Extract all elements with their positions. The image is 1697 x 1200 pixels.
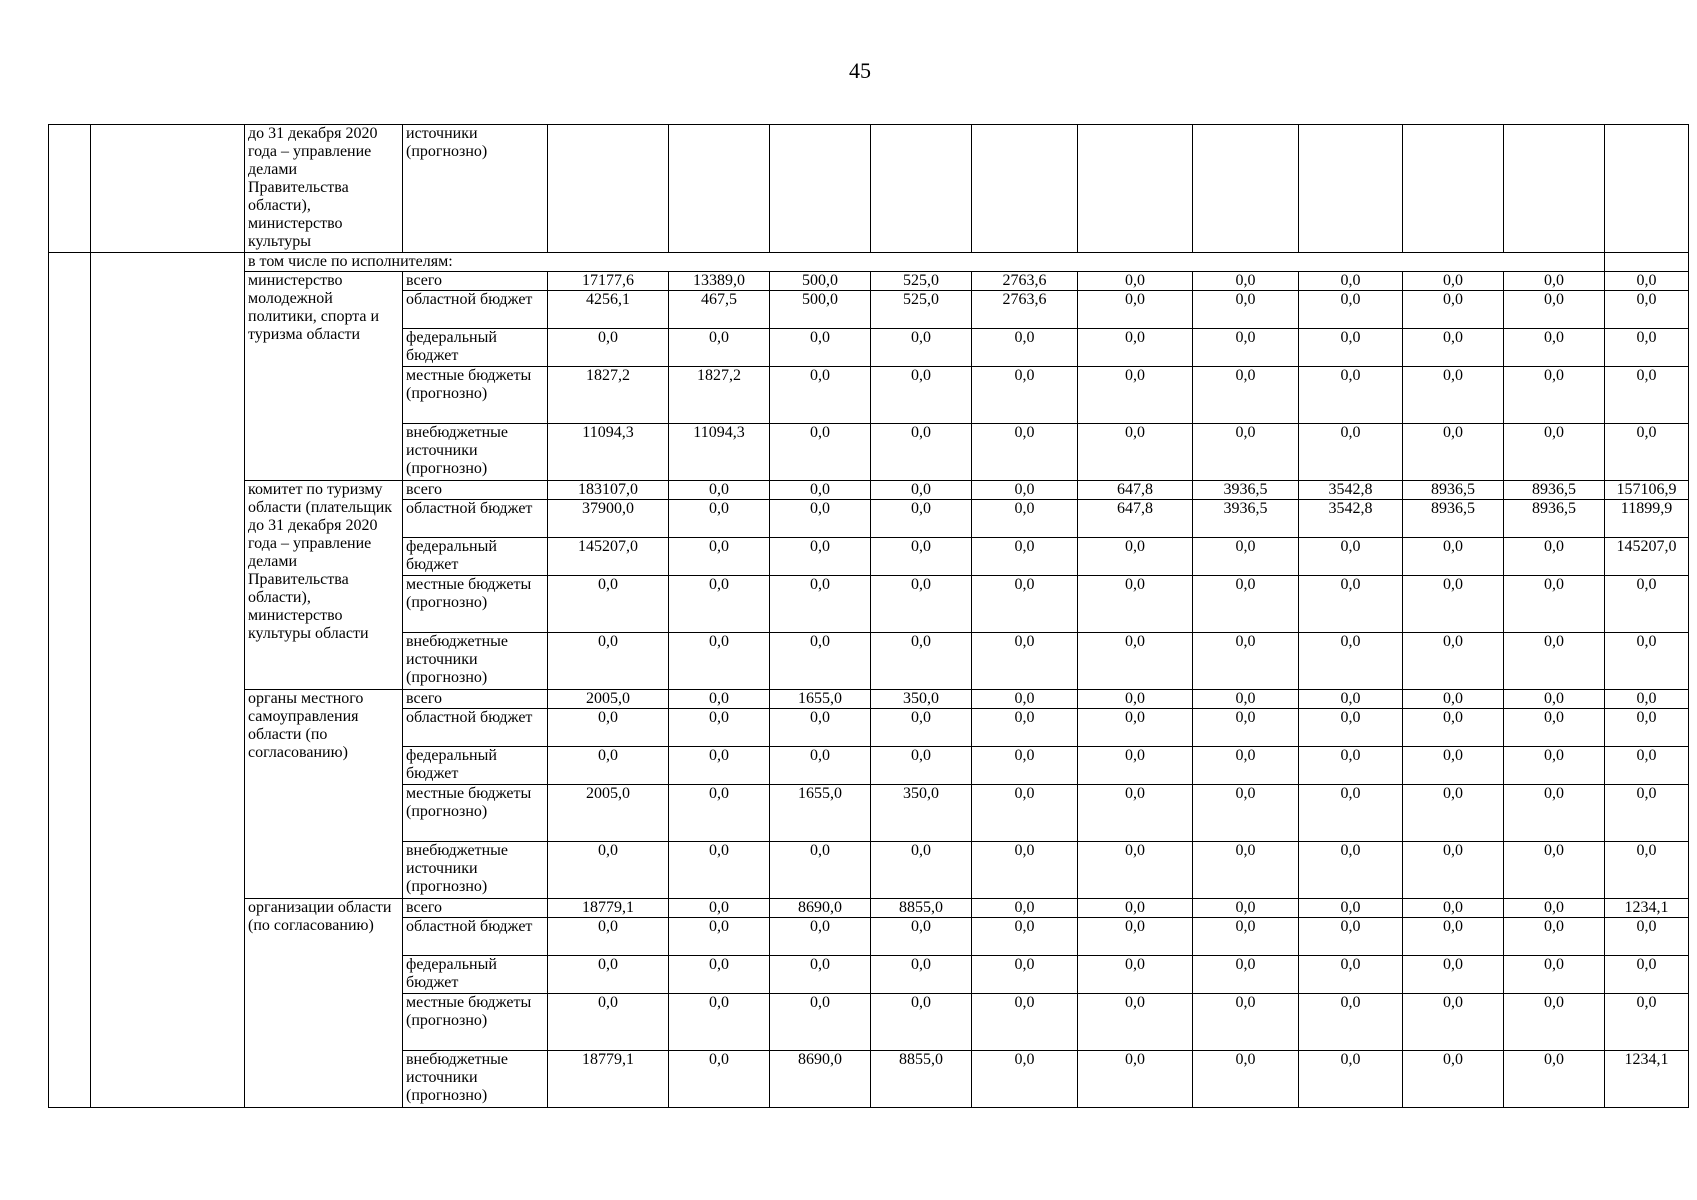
value-cell: 0,0 <box>669 633 770 690</box>
value-cell: 0,0 <box>972 747 1078 785</box>
value-cell: 0,0 <box>1504 899 1605 918</box>
value-cell: 0,0 <box>669 842 770 899</box>
value-cell: 0,0 <box>1078 291 1193 329</box>
value-cell: 0,0 <box>1299 747 1403 785</box>
value-cell <box>669 125 770 253</box>
value-cell: 0,0 <box>1403 994 1504 1051</box>
value-cell: 0,0 <box>770 576 871 633</box>
source-cell: областной бюджет <box>403 291 548 329</box>
value-cell: 0,0 <box>1403 899 1504 918</box>
value-cell: 0,0 <box>972 424 1078 481</box>
value-cell: 647,8 <box>1078 481 1193 500</box>
value-cell: 0,0 <box>1193 747 1299 785</box>
value-cell: 0,0 <box>669 994 770 1051</box>
value-cell: 0,0 <box>1078 785 1193 842</box>
source-cell: местные бюджеты (прогнозно) <box>403 576 548 633</box>
value-cell: 0,0 <box>871 424 972 481</box>
value-cell: 0,0 <box>1605 291 1689 329</box>
value-cell: 8855,0 <box>871 899 972 918</box>
value-cell <box>1605 125 1689 253</box>
value-cell: 3936,5 <box>1193 481 1299 500</box>
section-row <box>49 253 1689 272</box>
value-cell: 0,0 <box>1078 918 1193 956</box>
value-cell: 0,0 <box>1605 785 1689 842</box>
value-cell: 183107,0 <box>548 481 669 500</box>
executor-cell: министерство молодежной политики, спорта и туризма области <box>245 272 403 481</box>
value-cell: 0,0 <box>548 918 669 956</box>
value-cell: 0,0 <box>972 918 1078 956</box>
value-cell: 8690,0 <box>770 899 871 918</box>
value-cell: 0,0 <box>871 500 972 538</box>
value-cell: 2763,6 <box>972 291 1078 329</box>
value-cell: 0,0 <box>1504 994 1605 1051</box>
value-cell: 500,0 <box>770 291 871 329</box>
table-row <box>49 481 1689 500</box>
value-cell: 0,0 <box>871 747 972 785</box>
value-cell: 0,0 <box>669 481 770 500</box>
value-cell: 0,0 <box>1299 709 1403 747</box>
executor-cell: до 31 декабря 2020 года – управление делами Правительства области), министерство культуры <box>245 125 403 253</box>
value-cell: 0,0 <box>1078 747 1193 785</box>
source-cell: внебюджетные источники (прогнозно) <box>403 1051 548 1108</box>
value-cell <box>1605 253 1689 272</box>
value-cell: 0,0 <box>1299 576 1403 633</box>
value-cell: 0,0 <box>1403 291 1504 329</box>
source-cell: областной бюджет <box>403 500 548 538</box>
source-cell: местные бюджеты (прогнозно) <box>403 367 548 424</box>
value-cell: 1827,2 <box>548 367 669 424</box>
value-cell: 0,0 <box>1299 899 1403 918</box>
value-cell: 1827,2 <box>669 367 770 424</box>
section-label: в том числе по исполнителям: <box>245 253 1605 272</box>
page-number: 45 <box>849 58 871 83</box>
source-cell: федеральный бюджет <box>403 538 548 576</box>
value-cell: 0,0 <box>548 633 669 690</box>
value-cell: 0,0 <box>1403 367 1504 424</box>
value-cell: 0,0 <box>1403 956 1504 994</box>
source-cell: местные бюджеты (прогнозно) <box>403 994 548 1051</box>
value-cell: 0,0 <box>1605 272 1689 291</box>
value-cell: 525,0 <box>871 272 972 291</box>
value-cell: 0,0 <box>1193 576 1299 633</box>
value-cell: 0,0 <box>669 538 770 576</box>
value-cell: 8690,0 <box>770 1051 871 1108</box>
value-cell: 0,0 <box>669 690 770 709</box>
value-cell: 0,0 <box>1078 842 1193 899</box>
value-cell: 0,0 <box>1193 291 1299 329</box>
value-cell: 0,0 <box>1504 329 1605 367</box>
value-cell: 0,0 <box>972 367 1078 424</box>
value-cell: 0,0 <box>1605 367 1689 424</box>
source-cell: всего <box>403 272 548 291</box>
value-cell: 0,0 <box>770 329 871 367</box>
value-cell: 350,0 <box>871 690 972 709</box>
value-cell: 0,0 <box>669 956 770 994</box>
value-cell: 1655,0 <box>770 785 871 842</box>
value-cell: 0,0 <box>972 481 1078 500</box>
value-cell: 0,0 <box>1403 633 1504 690</box>
value-cell: 8855,0 <box>871 1051 972 1108</box>
value-cell: 0,0 <box>871 367 972 424</box>
value-cell: 350,0 <box>871 785 972 842</box>
value-cell <box>1299 125 1403 253</box>
value-cell: 0,0 <box>972 1051 1078 1108</box>
value-cell: 3936,5 <box>1193 500 1299 538</box>
value-cell: 0,0 <box>548 994 669 1051</box>
value-cell: 145207,0 <box>1605 538 1689 576</box>
value-cell: 18779,1 <box>548 1051 669 1108</box>
value-cell: 0,0 <box>770 842 871 899</box>
value-cell: 0,0 <box>1504 956 1605 994</box>
value-cell: 0,0 <box>1504 538 1605 576</box>
value-cell: 0,0 <box>972 538 1078 576</box>
value-cell: 0,0 <box>1504 690 1605 709</box>
value-cell: 0,0 <box>548 709 669 747</box>
value-cell: 18779,1 <box>548 899 669 918</box>
value-cell: 0,0 <box>1193 709 1299 747</box>
source-cell: внебюджетные источники (прогнозно) <box>403 633 548 690</box>
value-cell: 1655,0 <box>770 690 871 709</box>
value-cell: 525,0 <box>871 291 972 329</box>
blank-cell <box>91 125 245 253</box>
value-cell: 8936,5 <box>1403 500 1504 538</box>
value-cell: 2005,0 <box>548 690 669 709</box>
value-cell: 0,0 <box>1403 918 1504 956</box>
value-cell: 0,0 <box>548 329 669 367</box>
value-cell: 13389,0 <box>669 272 770 291</box>
value-cell: 0,0 <box>1403 842 1504 899</box>
value-cell: 0,0 <box>770 994 871 1051</box>
value-cell <box>871 125 972 253</box>
value-cell: 0,0 <box>1193 424 1299 481</box>
value-cell: 0,0 <box>1193 899 1299 918</box>
value-cell: 0,0 <box>1504 709 1605 747</box>
value-cell: 1234,1 <box>1605 899 1689 918</box>
executor-cell: организации области (по согласованию) <box>245 899 403 1108</box>
value-cell: 0,0 <box>1078 633 1193 690</box>
value-cell: 0,0 <box>1193 329 1299 367</box>
value-cell: 145207,0 <box>548 538 669 576</box>
value-cell: 0,0 <box>1403 747 1504 785</box>
value-cell: 8936,5 <box>1403 481 1504 500</box>
value-cell: 0,0 <box>1193 690 1299 709</box>
source-cell: внебюджетные источники (прогнозно) <box>403 424 548 481</box>
value-cell: 0,0 <box>1193 842 1299 899</box>
value-cell: 0,0 <box>871 481 972 500</box>
value-cell: 0,0 <box>1504 272 1605 291</box>
value-cell: 0,0 <box>1605 424 1689 481</box>
value-cell: 0,0 <box>1299 842 1403 899</box>
value-cell: 8936,5 <box>1504 481 1605 500</box>
value-cell <box>1078 125 1193 253</box>
value-cell: 0,0 <box>972 994 1078 1051</box>
value-cell: 0,0 <box>871 918 972 956</box>
value-cell: 0,0 <box>669 918 770 956</box>
source-cell: всего <box>403 481 548 500</box>
value-cell: 0,0 <box>1193 994 1299 1051</box>
value-cell: 0,0 <box>1504 785 1605 842</box>
value-cell: 0,0 <box>1078 1051 1193 1108</box>
value-cell: 0,0 <box>669 500 770 538</box>
value-cell: 2005,0 <box>548 785 669 842</box>
value-cell: 0,0 <box>669 899 770 918</box>
value-cell: 0,0 <box>1299 690 1403 709</box>
value-cell: 11094,3 <box>548 424 669 481</box>
value-cell: 0,0 <box>972 690 1078 709</box>
source-cell: всего <box>403 690 548 709</box>
executor-cell: комитет по туризму области (плательщик до 31 декабря 2020 года – управление делами Правительства области), министерство культуры области <box>245 481 403 690</box>
value-cell: 0,0 <box>548 956 669 994</box>
value-cell: 157106,9 <box>1605 481 1689 500</box>
value-cell: 0,0 <box>1078 367 1193 424</box>
value-cell: 0,0 <box>1299 272 1403 291</box>
value-cell: 0,0 <box>1403 690 1504 709</box>
table-row <box>49 125 1689 253</box>
value-cell: 0,0 <box>770 424 871 481</box>
value-cell: 0,0 <box>1078 424 1193 481</box>
value-cell: 0,0 <box>1504 633 1605 690</box>
value-cell <box>1403 125 1504 253</box>
value-cell: 0,0 <box>972 785 1078 842</box>
budget-table <box>48 124 1689 1108</box>
value-cell: 4256,1 <box>548 291 669 329</box>
value-cell: 0,0 <box>770 709 871 747</box>
value-cell: 0,0 <box>1299 994 1403 1051</box>
value-cell: 0,0 <box>1403 329 1504 367</box>
value-cell: 0,0 <box>669 785 770 842</box>
source-cell: областной бюджет <box>403 709 548 747</box>
value-cell: 467,5 <box>669 291 770 329</box>
value-cell: 0,0 <box>972 576 1078 633</box>
source-cell: всего <box>403 899 548 918</box>
blank-cell <box>49 253 91 1108</box>
value-cell: 3542,8 <box>1299 500 1403 538</box>
value-cell: 0,0 <box>1504 747 1605 785</box>
value-cell <box>1193 125 1299 253</box>
value-cell: 0,0 <box>871 994 972 1051</box>
value-cell: 0,0 <box>972 709 1078 747</box>
value-cell: 17177,6 <box>548 272 669 291</box>
value-cell: 0,0 <box>1299 538 1403 576</box>
value-cell: 0,0 <box>1403 709 1504 747</box>
value-cell: 0,0 <box>1504 367 1605 424</box>
value-cell: 0,0 <box>1403 538 1504 576</box>
value-cell: 0,0 <box>770 918 871 956</box>
value-cell: 0,0 <box>1299 1051 1403 1108</box>
source-cell: источники (прогнозно) <box>403 125 548 253</box>
value-cell: 0,0 <box>1078 994 1193 1051</box>
source-cell: областной бюджет <box>403 918 548 956</box>
value-cell: 0,0 <box>1299 367 1403 424</box>
value-cell: 0,0 <box>1605 956 1689 994</box>
value-cell: 0,0 <box>1403 424 1504 481</box>
value-cell: 0,0 <box>770 538 871 576</box>
value-cell: 0,0 <box>871 633 972 690</box>
value-cell <box>770 125 871 253</box>
value-cell: 0,0 <box>1605 918 1689 956</box>
value-cell: 0,0 <box>1193 918 1299 956</box>
value-cell: 0,0 <box>669 709 770 747</box>
table-row <box>49 272 1689 291</box>
value-cell: 0,0 <box>1504 576 1605 633</box>
table-row <box>49 899 1689 918</box>
value-cell: 0,0 <box>1605 329 1689 367</box>
value-cell: 0,0 <box>1193 1051 1299 1108</box>
value-cell: 0,0 <box>669 329 770 367</box>
blank-cell <box>91 253 245 1108</box>
value-cell: 0,0 <box>972 633 1078 690</box>
value-cell: 0,0 <box>1504 1051 1605 1108</box>
value-cell: 0,0 <box>1078 690 1193 709</box>
value-cell: 0,0 <box>1605 633 1689 690</box>
value-cell <box>972 125 1078 253</box>
value-cell: 0,0 <box>1078 272 1193 291</box>
value-cell: 0,0 <box>770 481 871 500</box>
value-cell: 0,0 <box>548 747 669 785</box>
value-cell: 0,0 <box>871 709 972 747</box>
value-cell: 0,0 <box>1078 899 1193 918</box>
value-cell: 3542,8 <box>1299 481 1403 500</box>
value-cell: 37900,0 <box>548 500 669 538</box>
value-cell: 0,0 <box>1403 1051 1504 1108</box>
value-cell: 0,0 <box>1193 538 1299 576</box>
value-cell: 0,0 <box>1504 424 1605 481</box>
value-cell: 0,0 <box>770 500 871 538</box>
value-cell: 0,0 <box>1299 291 1403 329</box>
value-cell: 0,0 <box>871 956 972 994</box>
value-cell: 0,0 <box>1605 842 1689 899</box>
value-cell: 0,0 <box>1403 785 1504 842</box>
value-cell: 500,0 <box>770 272 871 291</box>
value-cell: 0,0 <box>1299 956 1403 994</box>
value-cell: 0,0 <box>669 1051 770 1108</box>
value-cell: 0,0 <box>972 956 1078 994</box>
value-cell: 0,0 <box>1299 785 1403 842</box>
value-cell: 0,0 <box>1504 291 1605 329</box>
value-cell: 0,0 <box>548 576 669 633</box>
value-cell: 8936,5 <box>1504 500 1605 538</box>
value-cell: 0,0 <box>972 329 1078 367</box>
source-cell: федеральный бюджет <box>403 747 548 785</box>
value-cell: 0,0 <box>871 842 972 899</box>
source-cell: федеральный бюджет <box>403 956 548 994</box>
value-cell: 0,0 <box>669 576 770 633</box>
executor-cell: органы местного самоуправления области (по согласованию) <box>245 690 403 899</box>
value-cell: 0,0 <box>1605 747 1689 785</box>
value-cell: 0,0 <box>871 329 972 367</box>
value-cell: 0,0 <box>1299 329 1403 367</box>
value-cell: 0,0 <box>1299 918 1403 956</box>
source-cell: внебюджетные источники (прогнозно) <box>403 842 548 899</box>
value-cell: 0,0 <box>1403 272 1504 291</box>
value-cell: 0,0 <box>1193 633 1299 690</box>
value-cell: 1234,1 <box>1605 1051 1689 1108</box>
value-cell: 0,0 <box>972 899 1078 918</box>
value-cell: 0,0 <box>1078 956 1193 994</box>
value-cell: 0,0 <box>1605 709 1689 747</box>
value-cell <box>548 125 669 253</box>
table-row <box>49 690 1689 709</box>
value-cell: 0,0 <box>871 538 972 576</box>
value-cell: 0,0 <box>972 842 1078 899</box>
value-cell: 0,0 <box>972 500 1078 538</box>
value-cell: 0,0 <box>770 747 871 785</box>
value-cell: 0,0 <box>770 633 871 690</box>
value-cell: 0,0 <box>1504 918 1605 956</box>
value-cell: 0,0 <box>770 956 871 994</box>
value-cell: 0,0 <box>1403 576 1504 633</box>
source-cell: федеральный бюджет <box>403 329 548 367</box>
value-cell: 0,0 <box>1504 842 1605 899</box>
value-cell: 0,0 <box>1299 424 1403 481</box>
value-cell: 11899,9 <box>1605 500 1689 538</box>
value-cell: 647,8 <box>1078 500 1193 538</box>
value-cell: 0,0 <box>1193 785 1299 842</box>
value-cell: 0,0 <box>1193 272 1299 291</box>
value-cell: 0,0 <box>548 842 669 899</box>
blank-cell <box>49 125 91 253</box>
value-cell: 0,0 <box>1078 709 1193 747</box>
value-cell: 0,0 <box>1193 367 1299 424</box>
value-cell: 0,0 <box>770 367 871 424</box>
value-cell: 11094,3 <box>669 424 770 481</box>
source-cell: местные бюджеты (прогнозно) <box>403 785 548 842</box>
value-cell: 2763,6 <box>972 272 1078 291</box>
value-cell: 0,0 <box>1299 633 1403 690</box>
value-cell: 0,0 <box>1193 956 1299 994</box>
value-cell: 0,0 <box>1605 690 1689 709</box>
value-cell: 0,0 <box>1078 576 1193 633</box>
value-cell: 0,0 <box>1078 329 1193 367</box>
value-cell: 0,0 <box>1078 538 1193 576</box>
value-cell: 0,0 <box>1605 576 1689 633</box>
value-cell: 0,0 <box>1605 994 1689 1051</box>
value-cell <box>1504 125 1605 253</box>
value-cell: 0,0 <box>871 576 972 633</box>
value-cell: 0,0 <box>669 747 770 785</box>
